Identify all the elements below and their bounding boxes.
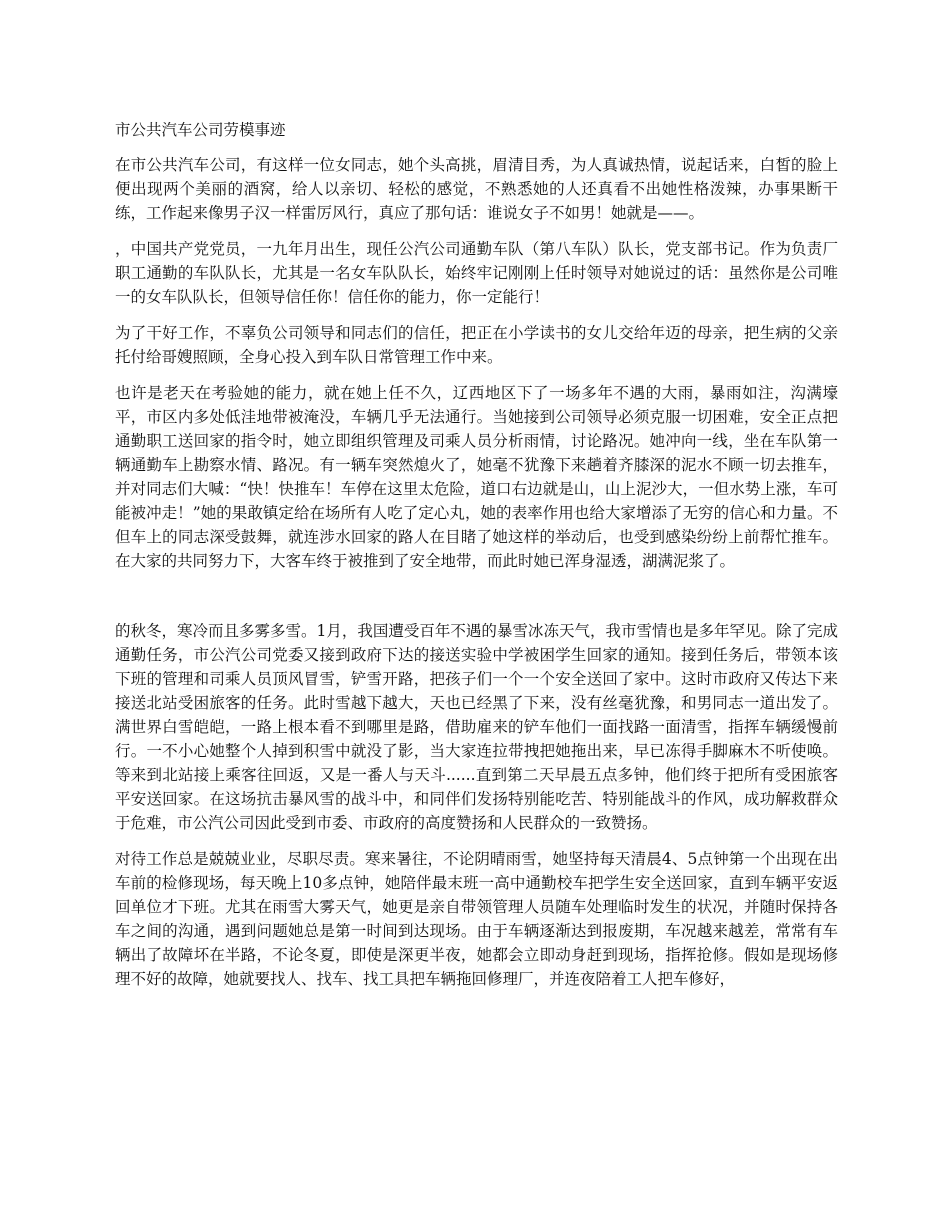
document-title: 市公共汽车公司劳模事迹 xyxy=(115,121,286,139)
paragraph-dedication: 为了干好工作，不辜负公司领导和同志们的信任，把正在小学读书的女儿交给年迈的母亲，把生病的父亲托付给哥嫂照顾，全身心投入到车队日常管理工作中来。 xyxy=(115,324,838,366)
paragraph-profile: ，中国共产党党员，一九年月出生，现任公汽公司通勤车队（第八车队）队长，党支部书记。作为负责厂职工通勤的车队队长，尤其是一名女车队队长，始终牢记刚刚上任时领导对她说过的话：虽然你是公司唯一的女车队队长，但领导信任你！信任你的能力，你一定能行！ xyxy=(115,240,838,306)
paragraph-gap xyxy=(115,585,838,619)
paragraph-intro: 在市公共汽车公司，有这样一位女同志，她个头高挑，眉清目秀，为人真诚热情，说起话来，白皙的脸上便出现两个美丽的酒窝，给人以亲切、轻松的感觉，不熟悉她的人还真看不出她性格泼辣，办事果断干练，工作起来像男子汉一样雷厉风行，真应了那句话：谁说女子不如男！她就是——。 xyxy=(115,156,838,222)
document-page xyxy=(115,118,838,1003)
paragraph-rainstorm: 也许是老天在考验她的能力，就在她上任不久，辽西地区下了一场多年不遇的大雨，暴雨如注，沟满壕平，市区内多处低洼地带被淹没，车辆几乎无法通行。当她接到公司领导必须克服一切困难，安全正点把通勤职工送回家的指令时，她立即组织管理及司乘人员分析雨情，讨论路况。她冲向一线，坐在车队第一辆通勤车上勘察水情、路况。有一辆车突然熄火了，她毫不犹豫下来趟着齐膝深的泥水不顾一切去推车，并对同志们大喊：“快！快推车！车停在这里太危险，道口右边就是山，山上泥沙大，一但水势上涨，车可能被冲走！”她的果敢镇定给在场所有人吃了定心丸，她的表率作用也给大家增添了无穷的信心和力量。不但车上的同志深受鼓舞，就连涉水回家的路人在目睹了她这样的举动后，也受到感染纷纷上前帮忙推车。在大家的共同努力下，大客车终于被推到了安全地带，而此时她已浑身湿透，湖满泥浆了。 xyxy=(115,384,838,570)
paragraph-snowstorm: 的秋冬，寒冷而且多雾多雪。1月，我国遭受百年不遇的暴雪冰冻天气，我市雪情也是多年罕见。除了完成通勤任务，市公汽公司党委又接到政府下达的接送实验中学被困学生回家的通知。接到任务后，带领本该下班的管理和司乘人员顶风冒雪，铲雪开路，把孩子们一个一个安全送回了家中。这时市政府又传达下来接送北站受困旅客的任务。此时雪越下越大，天也已经黑了下来，没有丝毫犹豫，和男同志一道出发了。满世界白雪皑皑，一路上根本看不到哪里是路，借助雇来的铲车他们一面找路一面清雪，指挥车辆缓慢前行。一不小心她整个人掉到积雪中就没了影，当大家连拉带拽把她拖出来，早已冻得手脚麻木不听使唤。等来到北站接上乘客往回返，又是一番人与天斗......直到第二天早晨五点多钟，他们终于把所有受困旅客平安送回家。在这场抗击暴风雪的战斗中，和同伴们发扬特别能吃苦、特别能战斗的作风，成功解救群众于危难，市公汽公司因此受到市委、市政府的高度赞扬和人民群众的一致赞扬。 xyxy=(115,622,838,832)
paragraph-diligence: 对待工作总是兢兢业业，尽职尽责。寒来暑往，不论阴晴雨雪，她坚持每天清晨4、5点钟第一个出现在出车前的检修现场，每天晚上10多点钟，她陪伴最末班一高中通勤校车把学生安全送回家，直到车辆平安返回单位才下班。尤其在雨雪大雾天气，她更是亲自带领管理人员随车处理临时发生的状况，并随时保持各车之间的沟通，遇到问题她总是第一时间到达现场。由于车辆逐渐达到报废期，车况越来越差，常常有车辆出了故障坏在半路，不论冬夏，即使是深更半夜，她都会立即动身赶到现场，指挥抢修。假如是现场修理不好的故障，她就要找人、找车、找工具把车辆拖回修理厂，并连夜陪着工人把车修好， xyxy=(115,850,838,988)
